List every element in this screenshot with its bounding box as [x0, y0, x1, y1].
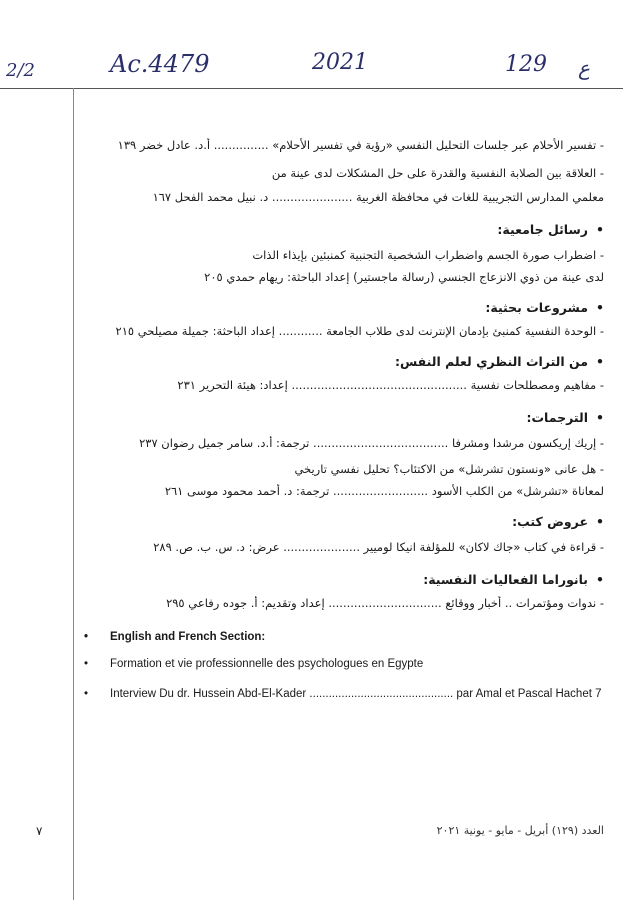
section-heading: •الترجمات: [526, 410, 604, 425]
toc-entry[interactable]: - اضطراب صورة الجسم واضطراب الشخصية التجنبية كمنبئين بإيذاء الذات [252, 248, 604, 262]
toc-entry[interactable]: - هل عانى «ونستون تشرشل» من الاكتئاب؟ تحليل نفسي تاريخي [294, 462, 604, 476]
handwritten-year: 2021 [312, 50, 368, 75]
handwritten-code: Ac.4479 [110, 50, 210, 78]
left-margin-rule [73, 88, 74, 900]
top-rule [0, 88, 623, 89]
section-heading: •من التراث النظري لعلم النفس: [395, 354, 604, 369]
toc-entry[interactable]: - تفسير الأحلام عبر جلسات التحليل النفسي «رؤية في تفسير الأحلام» ............... أ.د. عادل خضر ١٣٩ [117, 138, 604, 152]
section-heading: •مشروعات بحثية: [485, 300, 604, 315]
footer-issue-info: العدد (١٢٩) أبريل - مايو - يونية ٢٠٢١ [436, 824, 604, 837]
toc-entry[interactable]: - الوحدة النفسية كمنبئ بإدمان الإنترنت لدى طلاب الجامعة ............ إعداد الباحثة: جميلة مصيلحي ٢١٥ [115, 324, 604, 338]
page-number: ٧ [36, 824, 43, 838]
english-section-heading: • English and French Section: [84, 631, 266, 643]
section-heading: •عروض كتب: [512, 514, 604, 529]
toc-entry[interactable]: لدى عينة من ذوي الانزعاج الجنسي (رسالة ماجستير) إعداد الباحثة: ريهام حمدي ٢٠٥ [204, 270, 604, 284]
section-heading: •رسائل جامعية: [497, 222, 604, 237]
toc-entry[interactable]: - ندوات ومؤتمرات .. أخبار ووقائع ............................... إعداد وتقديم: أ. جوده رفاعي ٢٩٥ [166, 596, 604, 610]
toc-entry[interactable]: لمعاناة «تشرشل» من الكلب الأسود .......................... ترجمة: د. أحمد محمود موسى ٢٦١ [164, 484, 604, 498]
handwritten-issue: 129 [505, 52, 547, 77]
handwritten-letter: ع [578, 56, 590, 80]
toc-entry[interactable]: - مفاهيم ومصطلحات نفسية ................................................ إعداد: هيئة التحرير ٢٣١ [177, 378, 604, 392]
toc-entry[interactable]: - العلاقة بين الصلابة النفسية والقدرة على حل المشكلات لدى عينة من [271, 166, 604, 180]
section-heading: •بانوراما الفعاليات النفسية: [423, 572, 604, 587]
toc-entry[interactable]: معلمي المدارس التجريبية للغات في محافظة الغربية ...................... د. نبيل محمد الفحل ١٦٧ [152, 190, 604, 204]
toc-entry[interactable]: - قراءة في كتاب «جاك لاكان» للمؤلفة انيكا لوميير ..................... عرض: د. س. ب. ص. ٢٨٩ [153, 540, 604, 554]
english-entry[interactable]: • Formation et vie professionnelle des psychologues en Egypte [84, 658, 424, 670]
toc-entry[interactable]: - إريك إريكسون مرشدا ومشرفا ..................................... ترجمة: أ.د. سامر جميل رضوان ٢٣٧ [139, 436, 604, 450]
english-entry[interactable]: • Interview Du dr. Hussein Abd-El-Kader ............................................. par Amal et Pascal Hachet 7 [84, 688, 602, 700]
handwritten-volume-mark: 2/2 [6, 60, 35, 81]
